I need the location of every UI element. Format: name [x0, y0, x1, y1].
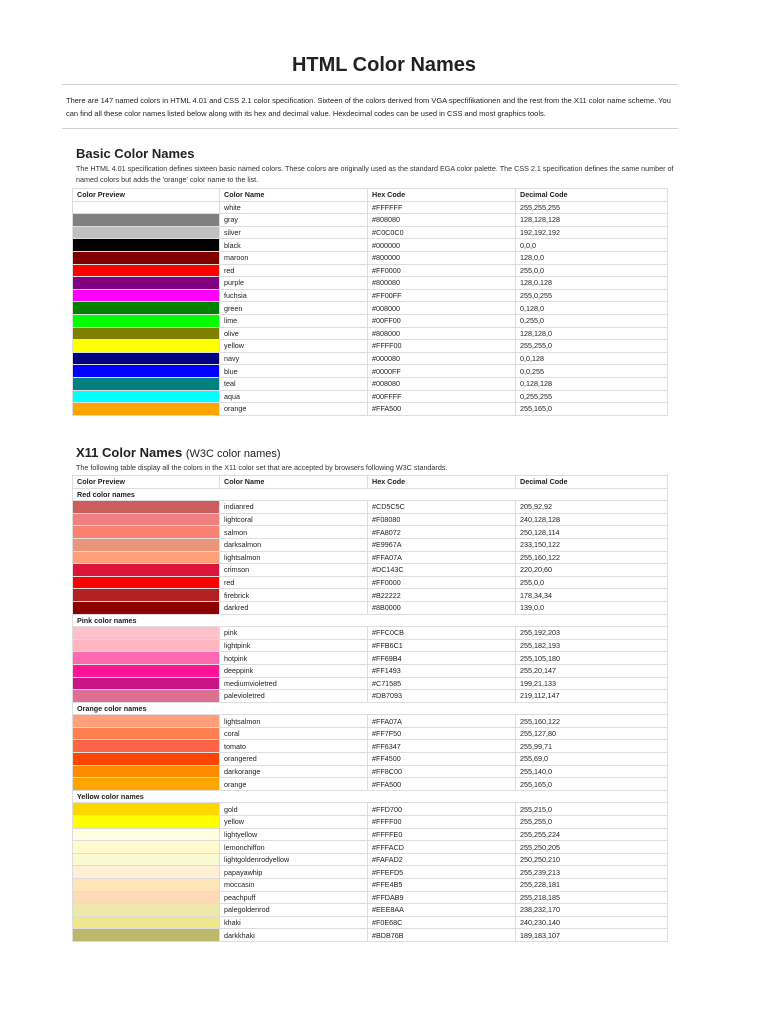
color-swatch	[73, 765, 220, 778]
color-name-cell: silver	[220, 226, 368, 239]
hex-code-cell: #B22222	[368, 589, 516, 602]
color-name-cell: lightpink	[220, 639, 368, 652]
hex-code-cell: #808000	[368, 327, 516, 340]
decimal-code-cell: 255,250,205	[516, 841, 668, 854]
color-name-cell: orangered	[220, 753, 368, 766]
decimal-code-cell: 255,215,0	[516, 803, 668, 816]
hex-code-cell: #FF4500	[368, 753, 516, 766]
table-row	[73, 778, 668, 791]
color-swatch	[73, 879, 220, 892]
color-name-cell: gold	[220, 803, 368, 816]
color-name-cell: hotpink	[220, 652, 368, 665]
table-row	[73, 816, 668, 829]
color-name-cell: navy	[220, 352, 368, 365]
hex-code-cell: #FFA500	[368, 778, 516, 791]
color-name-cell: indianred	[220, 501, 368, 514]
table-row	[73, 226, 668, 239]
color-swatch	[73, 576, 220, 589]
table-row	[73, 853, 668, 866]
hex-code-cell: #F08080	[368, 513, 516, 526]
hex-code-cell: #F0E68C	[368, 916, 516, 929]
hex-code-cell: #FFFF00	[368, 816, 516, 829]
color-swatch	[73, 214, 220, 227]
hex-code-cell: #0000FF	[368, 365, 516, 378]
table-row	[73, 916, 668, 929]
color-name-cell: purple	[220, 277, 368, 290]
color-swatch	[73, 916, 220, 929]
hex-code-cell: #FFFF00	[368, 340, 516, 353]
color-swatch	[73, 904, 220, 917]
color-swatch	[73, 866, 220, 879]
color-name-cell: tomato	[220, 740, 368, 753]
color-name-cell: coral	[220, 727, 368, 740]
hex-code-cell: #FF8C00	[368, 765, 516, 778]
decimal-code-cell: 255,140,0	[516, 765, 668, 778]
color-name-cell: blue	[220, 365, 368, 378]
decimal-code-cell: 192,192,192	[516, 226, 668, 239]
decimal-code-cell: 255,239,213	[516, 866, 668, 879]
color-name-cell: lightyellow	[220, 828, 368, 841]
table-row	[73, 302, 668, 315]
table-row	[73, 753, 668, 766]
table-row	[73, 879, 668, 892]
color-swatch	[73, 314, 220, 327]
color-name-cell: lightgoldenrodyellow	[220, 853, 368, 866]
table-row	[73, 501, 668, 514]
color-swatch	[73, 727, 220, 740]
top-divider	[62, 84, 678, 85]
x11-table-body	[73, 488, 668, 941]
table-row	[73, 929, 668, 942]
color-name-cell: mediumvioletred	[220, 677, 368, 690]
hex-code-cell: #FFC0CB	[368, 627, 516, 640]
decimal-code-cell: 255,192,203	[516, 627, 668, 640]
table-row	[73, 403, 668, 416]
table-row	[73, 340, 668, 353]
table-row	[73, 727, 668, 740]
decimal-code-cell: 0,0,128	[516, 352, 668, 365]
hex-code-cell: #FAFAD2	[368, 853, 516, 866]
color-swatch	[73, 226, 220, 239]
group-label: Yellow color names	[73, 790, 668, 803]
color-swatch	[73, 828, 220, 841]
table-row	[73, 251, 668, 264]
group-label: Orange color names	[73, 702, 668, 715]
basic-table-body	[73, 201, 668, 415]
group-header-row	[73, 790, 668, 803]
decimal-code-cell: 128,128,128	[516, 214, 668, 227]
hex-code-cell: #FF69B4	[368, 652, 516, 665]
decimal-code-cell: 255,0,255	[516, 289, 668, 302]
table-row	[73, 264, 668, 277]
color-name-cell: orange	[220, 403, 368, 416]
color-swatch	[73, 715, 220, 728]
hex-code-cell: #FF00FF	[368, 289, 516, 302]
table-row	[73, 677, 668, 690]
table-row	[73, 664, 668, 677]
group-header-row	[73, 488, 668, 501]
table-row	[73, 841, 668, 854]
color-name-cell: lightsalmon	[220, 551, 368, 564]
decimal-code-cell: 255,182,193	[516, 639, 668, 652]
decimal-code-cell: 255,105,180	[516, 652, 668, 665]
color-name-cell: pink	[220, 627, 368, 640]
color-name-cell: yellow	[220, 816, 368, 829]
decimal-code-cell: 255,20,147	[516, 664, 668, 677]
decimal-code-cell: 240,128,128	[516, 513, 668, 526]
decimal-code-cell: 199,21,133	[516, 677, 668, 690]
group-header-row	[73, 614, 668, 627]
table-row	[73, 277, 668, 290]
hex-code-cell: #FFA07A	[368, 715, 516, 728]
table-row	[73, 214, 668, 227]
table-row	[73, 365, 668, 378]
group-label: Red color names	[73, 488, 668, 501]
color-swatch	[73, 664, 220, 677]
color-name-cell: lemonchiffon	[220, 841, 368, 854]
table-row	[73, 201, 668, 214]
color-name-cell: darkkhaki	[220, 929, 368, 942]
color-name-cell: moccasin	[220, 879, 368, 892]
hex-code-cell: #DC143C	[368, 564, 516, 577]
color-name-cell: olive	[220, 327, 368, 340]
color-swatch	[73, 778, 220, 791]
decimal-code-cell: 128,0,128	[516, 277, 668, 290]
hex-code-cell: #E9967A	[368, 538, 516, 551]
decimal-code-cell: 219,112,147	[516, 690, 668, 703]
column-header-color-preview: Color Preview	[73, 189, 220, 202]
color-name-cell: crimson	[220, 564, 368, 577]
basic-section-heading: Basic Color Names	[76, 146, 195, 161]
column-header-hex-code: Hex Code	[368, 189, 516, 202]
color-swatch	[73, 652, 220, 665]
table-row	[73, 601, 668, 614]
table-row	[73, 513, 668, 526]
color-name-cell: orange	[220, 778, 368, 791]
decimal-code-cell: 250,128,114	[516, 526, 668, 539]
column-header-decimal-code: Decimal Code	[516, 476, 668, 489]
decimal-code-cell: 255,0,0	[516, 264, 668, 277]
intro-divider	[62, 128, 678, 129]
color-swatch	[73, 302, 220, 315]
decimal-code-cell: 255,160,122	[516, 551, 668, 564]
color-swatch	[73, 816, 220, 829]
color-swatch	[73, 365, 220, 378]
table-row	[73, 866, 668, 879]
hex-code-cell: #00FF00	[368, 314, 516, 327]
hex-code-cell: #FF6347	[368, 740, 516, 753]
color-swatch	[73, 526, 220, 539]
hex-code-cell: #FFDAB9	[368, 891, 516, 904]
decimal-code-cell: 255,127,80	[516, 727, 668, 740]
color-name-cell: khaki	[220, 916, 368, 929]
hex-code-cell: #FFA07A	[368, 551, 516, 564]
decimal-code-cell: 255,0,0	[516, 576, 668, 589]
table-row	[73, 377, 668, 390]
color-swatch	[73, 377, 220, 390]
color-name-cell: salmon	[220, 526, 368, 539]
color-swatch	[73, 690, 220, 703]
color-swatch	[73, 740, 220, 753]
decimal-code-cell: 255,165,0	[516, 778, 668, 791]
decimal-code-cell: 255,69,0	[516, 753, 668, 766]
decimal-code-cell: 189,183,107	[516, 929, 668, 942]
column-header-decimal-code: Decimal Code	[516, 189, 668, 202]
color-name-cell: deeppink	[220, 664, 368, 677]
table-row	[73, 289, 668, 302]
color-name-cell: white	[220, 201, 368, 214]
color-swatch	[73, 239, 220, 252]
table-row	[73, 390, 668, 403]
color-swatch	[73, 677, 220, 690]
color-swatch	[73, 201, 220, 214]
decimal-code-cell: 255,99,71	[516, 740, 668, 753]
table-row	[73, 526, 668, 539]
color-swatch	[73, 501, 220, 514]
color-name-cell: darksalmon	[220, 538, 368, 551]
color-swatch	[73, 277, 220, 290]
hex-code-cell: #808080	[368, 214, 516, 227]
decimal-code-cell: 0,128,128	[516, 377, 668, 390]
table-row	[73, 904, 668, 917]
color-swatch	[73, 538, 220, 551]
hex-code-cell: #FFE4B5	[368, 879, 516, 892]
decimal-code-cell: 240,230,140	[516, 916, 668, 929]
color-swatch	[73, 513, 220, 526]
decimal-code-cell: 0,0,0	[516, 239, 668, 252]
table-row	[73, 239, 668, 252]
hex-code-cell: #EEE8AA	[368, 904, 516, 917]
color-name-cell: maroon	[220, 251, 368, 264]
hex-code-cell: #FA8072	[368, 526, 516, 539]
color-name-cell: papayawhip	[220, 866, 368, 879]
hex-code-cell: #800000	[368, 251, 516, 264]
table-row	[73, 538, 668, 551]
column-header-color-name: Color Name	[220, 476, 368, 489]
decimal-code-cell: 0,255,255	[516, 390, 668, 403]
basic-color-table	[72, 188, 668, 416]
hex-code-cell: #00FFFF	[368, 390, 516, 403]
table-row	[73, 652, 668, 665]
color-swatch	[73, 853, 220, 866]
color-swatch	[73, 589, 220, 602]
table-row	[73, 715, 668, 728]
color-swatch	[73, 390, 220, 403]
color-name-cell: fuchsia	[220, 289, 368, 302]
color-swatch	[73, 564, 220, 577]
color-name-cell: green	[220, 302, 368, 315]
table-row	[73, 551, 668, 564]
group-label: Pink color names	[73, 614, 668, 627]
color-name-cell: lightsalmon	[220, 715, 368, 728]
color-name-cell: palevioletred	[220, 690, 368, 703]
hex-code-cell: #008080	[368, 377, 516, 390]
hex-code-cell: #8B0000	[368, 601, 516, 614]
color-name-cell: black	[220, 239, 368, 252]
hex-code-cell: #FF0000	[368, 576, 516, 589]
table-row	[73, 352, 668, 365]
table-row	[73, 639, 668, 652]
color-swatch	[73, 251, 220, 264]
table-row	[73, 564, 668, 577]
decimal-code-cell: 178,34,34	[516, 589, 668, 602]
x11-section-description: The following table display all the colors in the X11 color set that are accepted by browsers following W3C standards.	[76, 463, 448, 472]
x11-color-table	[72, 475, 668, 942]
color-swatch	[73, 891, 220, 904]
column-header-color-preview: Color Preview	[73, 476, 220, 489]
color-swatch	[73, 352, 220, 365]
color-name-cell: red	[220, 264, 368, 277]
decimal-code-cell: 255,218,185	[516, 891, 668, 904]
decimal-code-cell: 250,250,210	[516, 853, 668, 866]
hex-code-cell: #CD5C5C	[368, 501, 516, 514]
color-name-cell: lime	[220, 314, 368, 327]
table-row	[73, 627, 668, 640]
table-row	[73, 576, 668, 589]
hex-code-cell: #FFFACD	[368, 841, 516, 854]
column-header-color-name: Color Name	[220, 189, 368, 202]
table-row	[73, 690, 668, 703]
hex-code-cell: #FF1493	[368, 664, 516, 677]
color-swatch	[73, 639, 220, 652]
color-swatch	[73, 327, 220, 340]
hex-code-cell: #BDB76B	[368, 929, 516, 942]
x11-heading-text: X11 Color Names	[76, 445, 183, 460]
color-name-cell: peachpuff	[220, 891, 368, 904]
basic-section-description: The HTML 4.01 specification defines sixteen basic named colors. These colors are originally used as the standard EGA color palette. The CSS 2.1 specification defines the same number of named colors but adds the 'orange' color name to the list.	[76, 164, 674, 184]
color-name-cell: aqua	[220, 390, 368, 403]
color-name-cell: gray	[220, 214, 368, 227]
hex-code-cell: #FFD700	[368, 803, 516, 816]
color-name-cell: red	[220, 576, 368, 589]
hex-code-cell: #C0C0C0	[368, 226, 516, 239]
hex-code-cell: #FFEFD5	[368, 866, 516, 879]
intro-paragraph: There are 147 named colors in HTML 4.01 and CSS 2.1 color specification. Sixteen of the colors derived from VGA specfifikationen and the rest from the X11 color name scheme. You can find all these color names listed below along with its hex and decimal value. Hexdecimal codes can be used in CSS and most graphics tools.	[66, 96, 671, 118]
decimal-code-cell: 205,92,92	[516, 501, 668, 514]
color-name-cell: lightcoral	[220, 513, 368, 526]
x11-section-heading	[76, 445, 281, 460]
hex-code-cell: #000000	[368, 239, 516, 252]
table-row	[73, 327, 668, 340]
color-name-cell: teal	[220, 377, 368, 390]
x11-table-header-row	[73, 476, 668, 489]
hex-code-cell: #C71585	[368, 677, 516, 690]
page-title: HTML Color Names	[291, 54, 477, 76]
column-header-hex-code: Hex Code	[368, 476, 516, 489]
color-swatch	[73, 601, 220, 614]
table-row	[73, 828, 668, 841]
color-name-cell: darkred	[220, 601, 368, 614]
color-swatch	[73, 264, 220, 277]
group-header-row	[73, 702, 668, 715]
table-row	[73, 740, 668, 753]
table-row	[73, 891, 668, 904]
decimal-code-cell: 255,228,181	[516, 879, 668, 892]
decimal-code-cell: 255,255,224	[516, 828, 668, 841]
color-name-cell: palegoldenrod	[220, 904, 368, 917]
decimal-code-cell: 233,150,122	[516, 538, 668, 551]
decimal-code-cell: 0,128,0	[516, 302, 668, 315]
color-swatch	[73, 753, 220, 766]
decimal-code-cell: 255,165,0	[516, 403, 668, 416]
decimal-code-cell: 128,128,0	[516, 327, 668, 340]
basic-table-header-row	[73, 189, 668, 202]
hex-code-cell: #000080	[368, 352, 516, 365]
color-swatch	[73, 551, 220, 564]
color-name-cell: firebrick	[220, 589, 368, 602]
decimal-code-cell: 255,255,255	[516, 201, 668, 214]
table-row	[73, 765, 668, 778]
table-row	[73, 589, 668, 602]
hex-code-cell: #FF0000	[368, 264, 516, 277]
hex-code-cell: #DB7093	[368, 690, 516, 703]
decimal-code-cell: 0,0,255	[516, 365, 668, 378]
color-swatch	[73, 289, 220, 302]
hex-code-cell: #FFB6C1	[368, 639, 516, 652]
color-swatch	[73, 403, 220, 416]
x11-heading-subtitle: (W3C color names)	[185, 448, 281, 460]
hex-code-cell: #008000	[368, 302, 516, 315]
decimal-code-cell: 220,20,60	[516, 564, 668, 577]
decimal-code-cell: 139,0,0	[516, 601, 668, 614]
color-swatch	[73, 803, 220, 816]
table-row	[73, 314, 668, 327]
color-swatch	[73, 929, 220, 942]
hex-code-cell: #FFA500	[368, 403, 516, 416]
hex-code-cell: #800080	[368, 277, 516, 290]
color-name-cell: darkorange	[220, 765, 368, 778]
decimal-code-cell: 255,255,0	[516, 340, 668, 353]
decimal-code-cell: 128,0,0	[516, 251, 668, 264]
color-swatch	[73, 841, 220, 854]
color-swatch	[73, 627, 220, 640]
decimal-code-cell: 255,255,0	[516, 816, 668, 829]
color-name-cell: yellow	[220, 340, 368, 353]
hex-code-cell: #FFFFFF	[368, 201, 516, 214]
decimal-code-cell: 255,160,122	[516, 715, 668, 728]
decimal-code-cell: 0,255,0	[516, 314, 668, 327]
table-row	[73, 803, 668, 816]
hex-code-cell: #FF7F50	[368, 727, 516, 740]
hex-code-cell: #FFFFE0	[368, 828, 516, 841]
color-swatch	[73, 340, 220, 353]
decimal-code-cell: 238,232,170	[516, 904, 668, 917]
